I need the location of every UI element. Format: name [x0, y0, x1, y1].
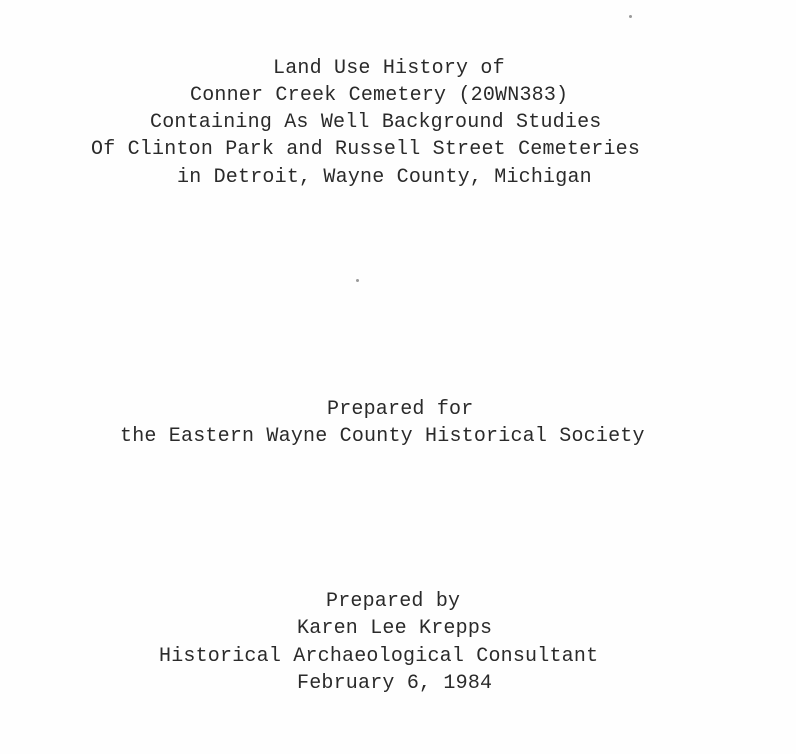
author-name: Karen Lee Krepps	[297, 617, 493, 640]
title-line-2: Conner Creek Cemetery (20WN383)	[190, 84, 569, 107]
title-line-5: in Detroit, Wayne County, Michigan	[177, 166, 592, 189]
prepared-by-heading: Prepared by	[326, 590, 461, 613]
scan-speck	[629, 15, 632, 18]
title-line-1: Land Use History of	[273, 57, 505, 80]
prepared-for-heading: Prepared for	[327, 398, 474, 421]
prepared-for-organization: the Eastern Wayne County Historical Society	[120, 425, 645, 448]
title-line-4: Of Clinton Park and Russell Street Cemeteries	[91, 138, 641, 161]
document-date: February 6, 1984	[297, 672, 493, 695]
scan-speck	[356, 279, 359, 282]
author-title: Historical Archaeological Consultant	[159, 645, 599, 668]
title-line-3: Containing As Well Background Studies	[150, 111, 602, 134]
